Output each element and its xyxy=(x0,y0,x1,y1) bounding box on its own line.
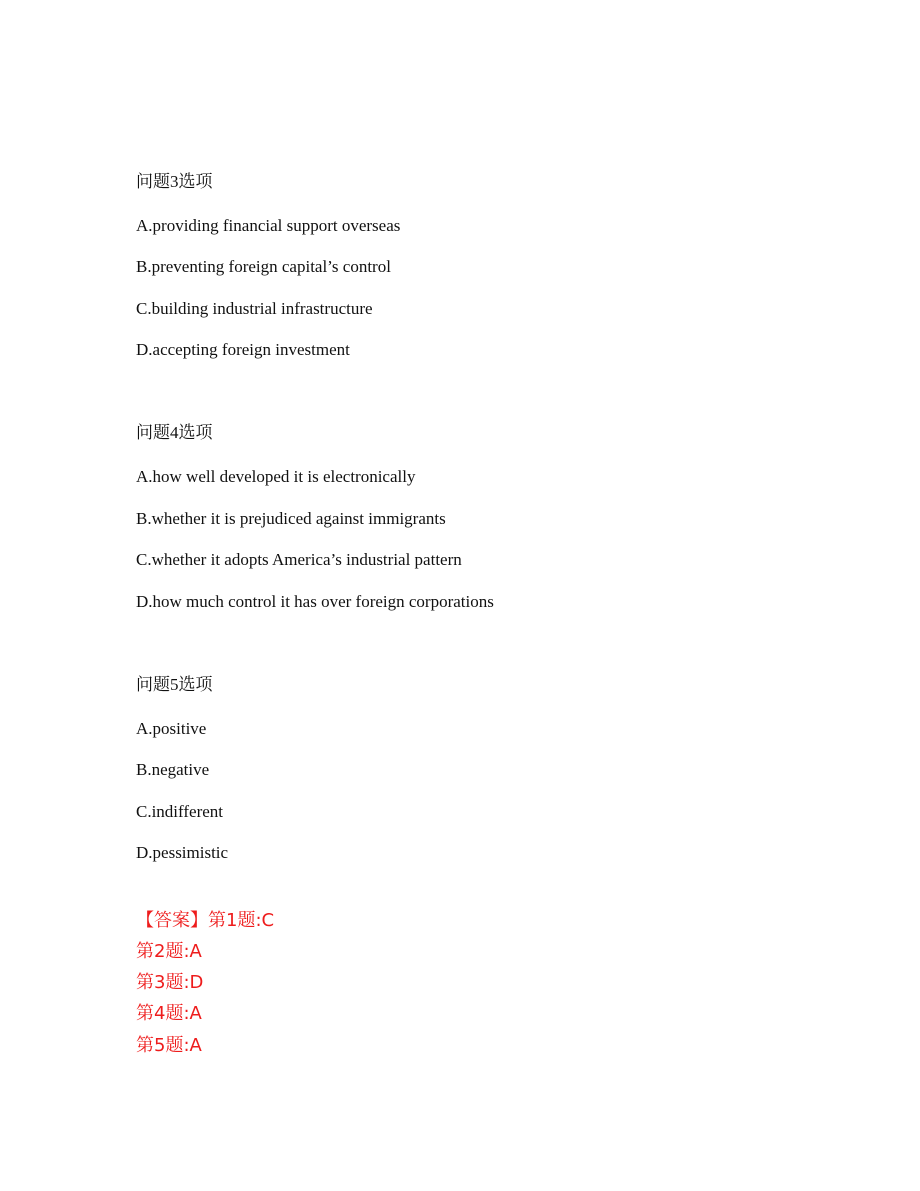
answer-line-3: 第3题:D xyxy=(136,972,204,993)
question-4-option-a: A.how well developed it is electronically xyxy=(136,467,416,486)
question-4-option-b: B.whether it is prejudiced against immigrants xyxy=(136,509,446,528)
question-3-heading: 问题3选项 xyxy=(136,172,213,191)
question-3-option-b: B.preventing foreign capital’s control xyxy=(136,257,391,276)
question-5-option-b: B.negative xyxy=(136,760,210,779)
question-4-option-c: C.whether it adopts America’s industrial pattern xyxy=(136,550,462,569)
question-5-heading: 问题5选项 xyxy=(136,675,213,694)
question-5-option-a: A.positive xyxy=(136,719,207,738)
answer-line-1: 【答案】第1题:C xyxy=(136,910,275,931)
answer-line-2: 第2题:A xyxy=(136,941,202,962)
question-5-option-c: C.indifferent xyxy=(136,802,224,821)
question-3-option-d: D.accepting foreign investment xyxy=(136,340,350,359)
question-5-option-d: D.pessimistic xyxy=(136,843,229,862)
question-4-heading: 问题4选项 xyxy=(136,423,213,442)
question-3-option-a: A.providing financial support overseas xyxy=(136,216,401,235)
question-4-option-d: D.how much control it has over foreign corporations xyxy=(136,592,494,611)
question-3-option-c: C.building industrial infrastructure xyxy=(136,299,373,318)
answer-line-5: 第5题:A xyxy=(136,1035,202,1056)
answer-line-4: 第4题:A xyxy=(136,1003,202,1024)
